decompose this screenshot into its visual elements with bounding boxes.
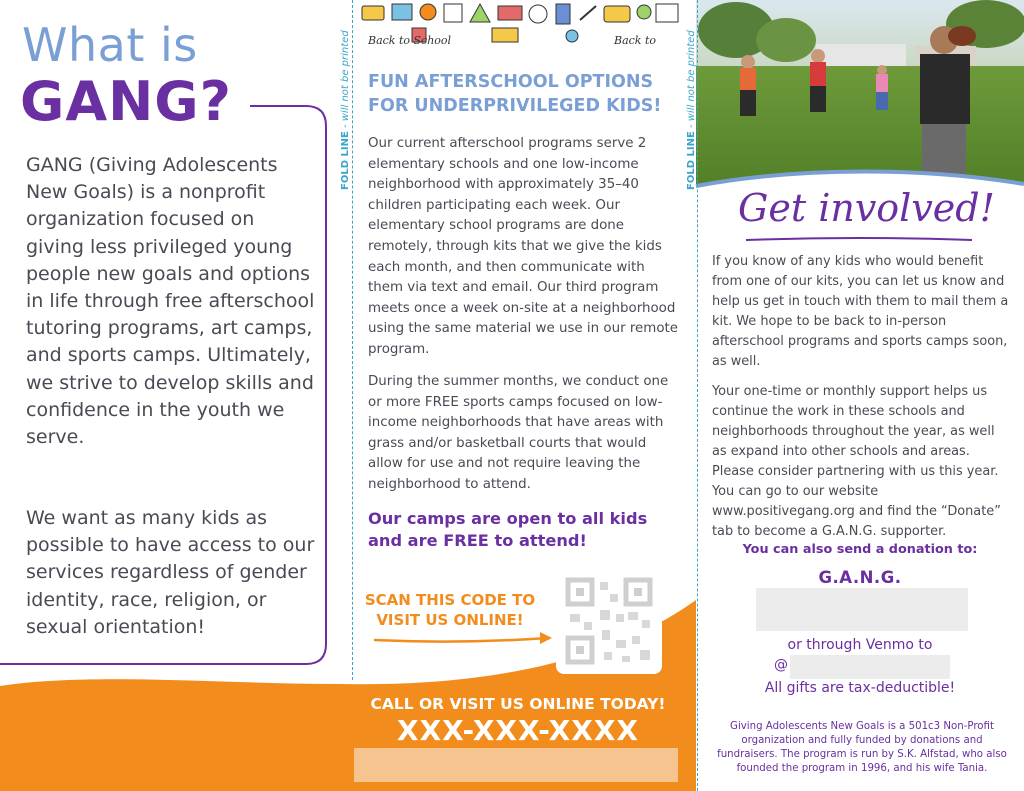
heading-underline (744, 234, 974, 246)
back-to-school-doodles (352, 0, 690, 48)
redacted-venmo-handle (790, 655, 950, 679)
intro-paragraph: GANG (Giving Adolescents New Goals) is a nonprofit organization focused on giving less privileged young people new goals and options in life through free afterschool tutoring programs, art camps, and sports camps. Ultimately, we strive to develop skills and confidence in the youth we serve. (26, 154, 315, 449)
venmo-line: or through Venmo to (787, 637, 933, 653)
phone-number[interactable]: XXX-XXX-XXXX (397, 714, 639, 747)
support-paragraph: Your one-time or monthly support helps us continue the work in these schools and neighborhoods throughout the year, as well as expand into other schools and areas. Please consider partnering with us this year. You can go to our website www.positivegang.org and find the “Donate” tab to become a G.A.N.G. supporter. (712, 384, 1001, 539)
scan-line-1: SCAN THIS CODE TO (364, 591, 536, 609)
call-to-action: CALL OR VISIT US ONLINE TODAY! (370, 695, 666, 713)
org-name: G.A.N.G. (818, 568, 902, 587)
arrow-right-icon (370, 628, 560, 652)
panel-afterschool-options (340, 0, 696, 791)
svg-text:Back to: Back to (614, 34, 657, 47)
scan-line-2: VISIT US ONLINE! (376, 611, 524, 629)
summer-camps-paragraph: During the summer months, we conduct one or more FREE sports camps focused on low-income neighborhoods that have areas with grass and/or basketball courts that would allow for use and not require leaving the neighborhood to attend. (368, 374, 669, 492)
nonprofit-fine-print: Giving Adolescents New Goals is a 501c3 Non-Profit organization and fully funded by donations and fundraisers. The program is run by S.K. Alfstad, who also founded the program in 1996, and his wife Tania. (717, 721, 1007, 774)
get-involved-heading: Get involved! (738, 186, 995, 230)
heading-what-is: What is (22, 18, 198, 72)
fold-line-label: FOLD LINE - will not be printed (340, 30, 351, 190)
redacted-website-bar (354, 748, 678, 782)
inclusion-paragraph: We want as many kids as possible to have access to our services regardless of gender identity, race, religion, or sexual orientation! (26, 507, 315, 638)
fold-line-dashes (697, 0, 698, 791)
fold-line-dashes (352, 0, 353, 680)
venmo-at-sign: @ (774, 657, 788, 673)
panel-what-is-gang (0, 0, 340, 791)
svg-text:Back to School: Back to School (368, 34, 452, 47)
camps-free-callout: Our camps are open to all kids and are FREE to attend! (368, 509, 648, 550)
kits-paragraph: If you know of any kids who would benefit from one of our kits, you can let us know and help us get in touch with them to mail them a kit. We hope to be back to in-person afterschool programs and sports camps soon, as well. (712, 254, 1009, 369)
kids-playing-photo (696, 0, 1024, 200)
redacted-address (756, 588, 968, 631)
scan-code-callout (350, 590, 550, 630)
panel-get-involved (686, 0, 1024, 791)
options-title: FUN AFTERSCHOOL OPTIONS FOR UNDERPRIVILEGED KIDS! (368, 72, 662, 116)
donation-heading: You can also send a donation to: (742, 542, 978, 557)
tax-deductible-note: All gifts are tax-deductible! (764, 680, 956, 696)
heading-gang: GANG? (20, 70, 232, 133)
fold-line-label: FOLD LINE - will not be printed (686, 30, 697, 190)
qr-code-icon (556, 570, 662, 674)
programs-paragraph: Our current afterschool programs serve 2 elementary schools and one low-income neighborhood with approximately 35–40 children participating each week. Our elementary school programs are done remotely, through kits that we give the kids each month, and then communicate with them via text and email. Our third program meets once a week on-site at a neighborhood using the same material we use in our remote program. (368, 136, 679, 357)
qr-code[interactable] (556, 570, 662, 674)
